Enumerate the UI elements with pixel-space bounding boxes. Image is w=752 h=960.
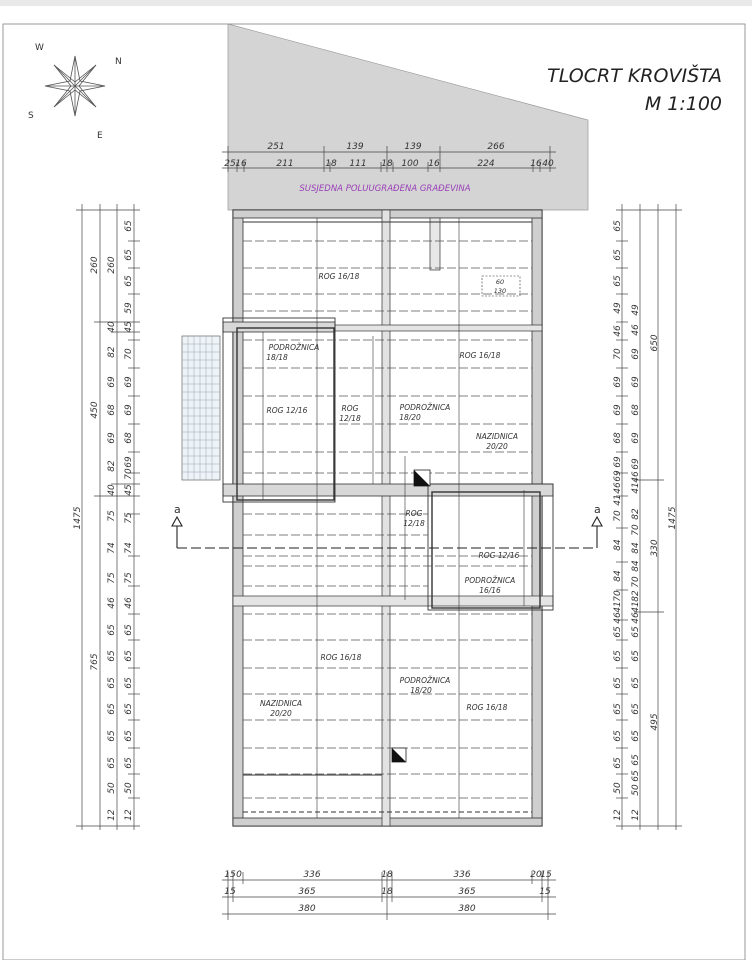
dim-label: 330 <box>650 539 660 557</box>
dim-label: 82 <box>631 590 641 602</box>
dim-label: 16 <box>235 159 247 169</box>
dim-label: 18 <box>381 870 393 880</box>
dim-label: 69 <box>613 376 623 388</box>
dim-label: 100 <box>401 159 419 169</box>
label-podroznica: 16/16 <box>479 586 501 595</box>
dim-label: 65 <box>124 677 134 689</box>
dim-label: 1475 <box>668 506 678 530</box>
dim-label: 12 <box>631 809 641 821</box>
compass-n: N <box>115 57 122 67</box>
dim-label: 46 <box>107 597 117 609</box>
skylight-grid <box>182 336 220 480</box>
dim-label: 69 <box>613 404 623 416</box>
dim-label: 70 <box>124 468 134 480</box>
dim-label: 65 <box>124 650 134 662</box>
dim-label: 45 <box>124 484 134 496</box>
dim-label: 50 <box>107 782 117 794</box>
label-rog: ROG 16/18 <box>459 351 501 360</box>
dim-label: 70 <box>613 510 623 522</box>
dim-label: 495 <box>650 713 660 731</box>
dim-label: 69 <box>613 470 623 482</box>
dim-label: 450 <box>90 401 100 419</box>
dim-label: 111 <box>349 159 367 169</box>
dim-label: 65 <box>631 754 641 766</box>
dim-label: 65 <box>613 677 623 689</box>
dim-label: 65 <box>631 626 641 638</box>
label-podroznica: PODROŽNICA <box>399 676 451 685</box>
dim-label: 251 <box>267 142 285 152</box>
page-title: TLOCRT KROVIŠTA <box>547 65 722 87</box>
dim-label: 211 <box>276 159 294 169</box>
dim-label: 65 <box>631 650 641 662</box>
label-rog: ROG 16/18 <box>320 653 362 662</box>
dim-label: 139 <box>404 142 422 152</box>
dim-label: 65 <box>631 677 641 689</box>
dim-label: 45 <box>124 321 134 333</box>
dim-label: 69 <box>124 376 134 388</box>
dim-label: 41 <box>631 601 641 613</box>
dim-label: 65 <box>613 650 623 662</box>
dim-label: 75 <box>107 510 117 522</box>
label-podroznica: PODROŽNICA <box>399 403 451 412</box>
dim-label: 50 <box>613 782 623 794</box>
dim-label: 40 <box>542 159 554 169</box>
dim-label: 75 <box>124 572 134 584</box>
dim-label: 50 <box>124 782 134 794</box>
label-rog: ROG 16/18 <box>318 272 360 281</box>
dim-label: 65 <box>613 220 623 232</box>
dim-label: 15 <box>540 870 552 880</box>
dim-label: 65 <box>613 757 623 769</box>
label-nazidnica: NAZIDNICA <box>259 699 303 708</box>
dim-label: 69 <box>631 432 641 444</box>
dim-label: 46 <box>613 612 623 624</box>
dim-label: 41 <box>613 601 623 613</box>
dim-label: 75 <box>107 572 117 584</box>
dim-label: 68 <box>124 432 134 444</box>
dim-label: 365 <box>458 887 476 897</box>
dim-label: 65 <box>107 624 117 636</box>
dim-label: 69 <box>613 456 623 468</box>
dim-label: 69 <box>631 376 641 388</box>
dim-label: 84 <box>631 560 641 572</box>
dim-label: 65 <box>124 249 134 261</box>
label-rog: 12/18 <box>403 519 425 528</box>
dim-label: 84 <box>631 542 641 554</box>
dim-label: 74 <box>124 542 134 554</box>
dim-label: 224 <box>477 159 495 169</box>
label-podroznica: 18/20 <box>399 413 421 422</box>
dim-label: 59 <box>124 302 134 314</box>
dim-label: 336 <box>453 870 471 880</box>
dim-label: 65 <box>124 624 134 636</box>
dim-label: 336 <box>303 870 321 880</box>
dim-label: 70 <box>124 348 134 360</box>
dim-label: 65 <box>107 703 117 715</box>
dim-label: 139 <box>346 142 364 152</box>
dim-label: 82 <box>107 346 117 358</box>
dim-label: 365 <box>298 887 316 897</box>
dim-label: 40 <box>107 321 117 333</box>
dim-label: 65 <box>124 730 134 742</box>
dim-label: 65 <box>124 703 134 715</box>
dim-label: 70 <box>631 576 641 588</box>
dim-label: 65 <box>124 757 134 769</box>
section-mark-right: a <box>594 503 601 516</box>
dim-label: 12 <box>124 809 134 821</box>
dim-label: 68 <box>631 404 641 416</box>
dim-label: 65 <box>107 757 117 769</box>
dim-label: 65 <box>124 275 134 287</box>
dim-label: 49 <box>631 304 641 316</box>
dim-label: 1475 <box>73 506 83 530</box>
dim-label: 69 <box>124 404 134 416</box>
dim-label: 70 <box>613 348 623 360</box>
dim-label: 12 <box>613 809 623 821</box>
dim-label: 82 <box>631 508 641 520</box>
dim-label: 65 <box>107 677 117 689</box>
label-nazidnica: NAZIDNICA <box>475 432 519 441</box>
dim-label: 25 <box>224 159 236 169</box>
dim-label: 380 <box>458 904 476 914</box>
dim-label: 50 <box>631 784 641 796</box>
label-podroznica: 18/18 <box>266 353 288 362</box>
dim-label: 16 <box>530 159 542 169</box>
dim-label: 68 <box>613 432 623 444</box>
dim-label: 46 <box>631 324 641 336</box>
label-nazidnica: 20/20 <box>486 442 508 451</box>
dim-label: 46 <box>124 597 134 609</box>
dim-label: 260 <box>107 256 117 274</box>
label-rog: ROG 12/16 <box>478 551 520 560</box>
dim-label: 65 <box>613 626 623 638</box>
dim-label: 69 <box>107 432 117 444</box>
dim-label: 65 <box>631 770 641 782</box>
dim-label: 70 <box>613 590 623 602</box>
dim-label: 65 <box>107 730 117 742</box>
dim-label: 650 <box>650 334 660 352</box>
dim-label: 18 <box>325 159 337 169</box>
label-rog: ROG 12/16 <box>266 406 308 415</box>
dim-label: 65 <box>631 703 641 715</box>
dim-label: 0 <box>236 870 242 880</box>
dim-label: 15 <box>224 887 236 897</box>
dim-label: 65 <box>613 730 623 742</box>
label-podroznica: 18/20 <box>410 686 432 695</box>
label-rog: ROG 16/18 <box>466 703 508 712</box>
dim-label: 46 <box>631 471 641 483</box>
label-rog: ROG <box>341 404 359 413</box>
dim-label: 260 <box>90 256 100 274</box>
dim-label: 20 <box>530 870 542 880</box>
dim-label: 69 <box>107 376 117 388</box>
dim-label: 16 <box>428 159 440 169</box>
dim-label: 266 <box>487 142 505 152</box>
dim-label: 765 <box>90 653 100 671</box>
compass-s: S <box>28 111 34 121</box>
dim-label: 41 <box>613 494 623 506</box>
dim-label: 75 <box>124 512 134 524</box>
dim-label: 65 <box>631 730 641 742</box>
compass-w: W <box>35 43 44 53</box>
dim-label: 65 <box>613 249 623 261</box>
compass-e: E <box>97 131 103 141</box>
label-podroznica: PODROŽNICA <box>268 343 320 352</box>
section-mark-left: a <box>174 503 181 516</box>
dim-label: 46 <box>631 612 641 624</box>
dim-label: 65 <box>613 703 623 715</box>
label-nazidnica: 20/20 <box>270 709 292 718</box>
dim-label: 18 <box>381 887 393 897</box>
scale-label: M 1:100 <box>644 93 722 115</box>
dim-label: 82 <box>107 460 117 472</box>
label-rog: 12/18 <box>339 414 361 423</box>
dim-label: 84 <box>613 570 623 582</box>
chimney-label: 60 <box>495 278 505 286</box>
dim-label: 65 <box>107 650 117 662</box>
dim-label: 18 <box>381 159 393 169</box>
dim-label: 69 <box>124 456 134 468</box>
chimney-label: 130 <box>493 287 507 295</box>
dim-label: 74 <box>107 542 117 554</box>
dim-label: 49 <box>613 302 623 314</box>
neighbor-label: SUSJEDNA POLUUGRAĐENA GRAĐEVINA <box>299 184 471 194</box>
dim-label: 65 <box>613 275 623 287</box>
dim-label: 69 <box>631 348 641 360</box>
dim-label: 46 <box>613 482 623 494</box>
label-rog: ROG <box>405 509 423 518</box>
dim-label: 12 <box>107 809 117 821</box>
dim-label: 15 <box>224 870 236 880</box>
dim-label: 41 <box>631 482 641 494</box>
dim-label: 69 <box>631 458 641 470</box>
dim-label: 68 <box>107 404 117 416</box>
dim-label: 15 <box>539 887 551 897</box>
dim-label: 70 <box>631 524 641 536</box>
dim-label: 46 <box>613 325 623 337</box>
dim-label: 380 <box>298 904 316 914</box>
dim-label: 84 <box>613 539 623 551</box>
dim-label: 65 <box>124 220 134 232</box>
dim-label: 40 <box>107 484 117 496</box>
label-podroznica: PODROŽNICA <box>464 576 516 585</box>
